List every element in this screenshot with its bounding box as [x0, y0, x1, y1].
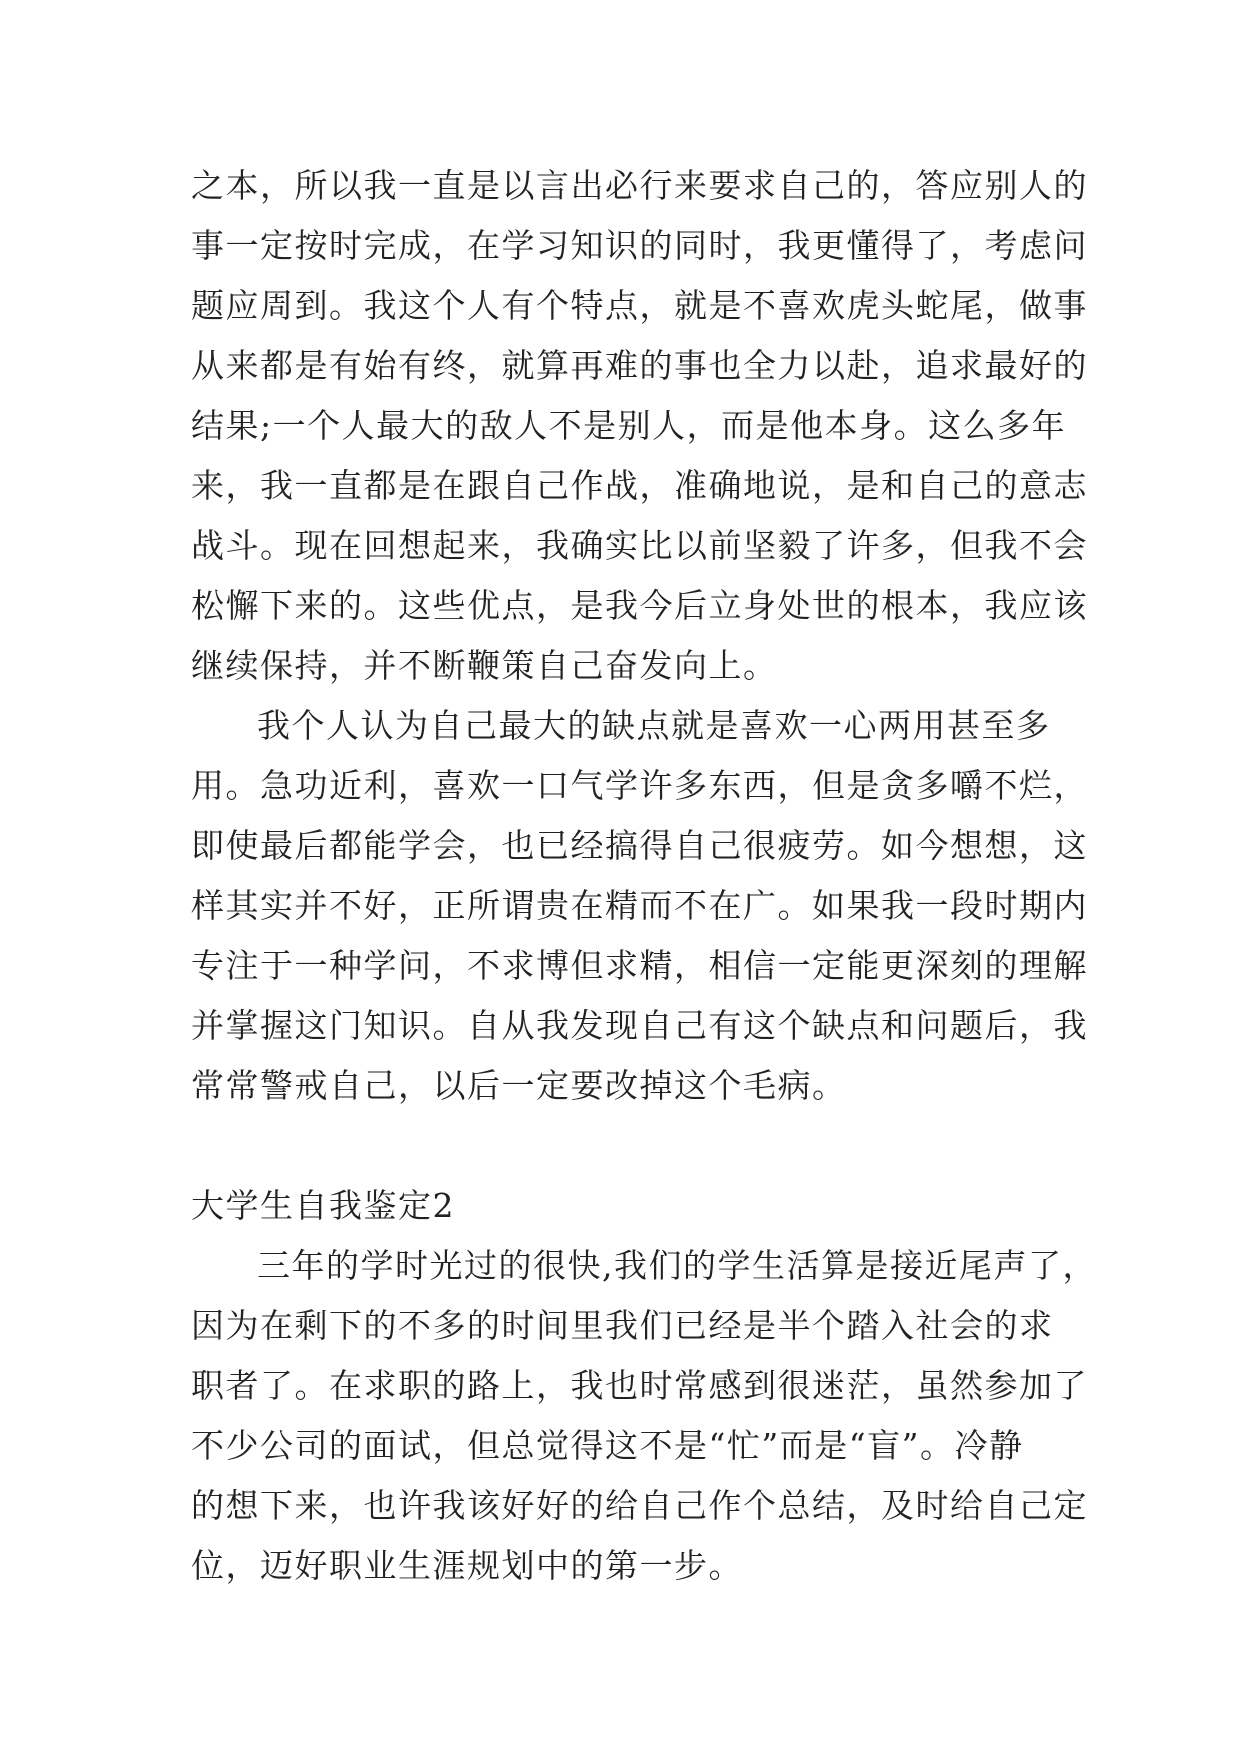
text-line: 结果;一个人最大的敌人不是别人，而是他本身。这么多年: [191, 406, 1067, 445]
text-line: 来，我一直都是在跟自己作战，准确地说，是和自己的意志: [191, 466, 1088, 505]
text-line: 之本，所以我一直是以言出必行来要求自己的，答应别人的: [191, 166, 1088, 205]
text-line: 即使最后都能学会，也已经搞得自己很疲劳。如今想想，这: [191, 826, 1088, 865]
paragraph-job-seeking: [191, 1236, 1097, 1596]
paragraph-strengths: [191, 156, 1088, 696]
text-line: 事一定按时完成，在学习知识的同时，我更懂得了，考虑问: [191, 226, 1088, 265]
text-line: 我个人认为自己最大的缺点就是喜欢一心两用甚至多: [257, 706, 1051, 745]
section-heading: 大学生自我鉴定2: [191, 1186, 455, 1225]
document-body: [191, 156, 1097, 1596]
text-line: 的想下来，也许我该好好的给自己作个总结，及时给自己定: [191, 1486, 1088, 1525]
text-line: 因为在剩下的不多的时间里我们已经是半个踏入社会的求: [191, 1306, 1054, 1345]
text-line: 常常警戒自己，以后一定要改掉这个毛病。: [191, 1066, 847, 1105]
text-line: 职者了。在求职的路上，我也时常感到很迷茫，虽然参加了: [191, 1366, 1088, 1405]
text-line: 并掌握这门知识。自从我发现自己有这个缺点和问题后，我: [191, 1006, 1088, 1045]
text-line: 用。急功近利，喜欢一口气学许多东西，但是贪多嚼不烂，: [191, 766, 1088, 805]
text-line: 不少公司的面试，但总觉得这不是“忙”而是“盲”。冷静: [191, 1426, 1024, 1465]
text-line: 三年的学时光过的很快,我们的学生活算是接近尾声了，: [257, 1246, 1097, 1285]
text-line: 专注于一种学问，不求博但求精，相信一定能更深刻的理解: [191, 946, 1088, 985]
text-line: 继续保持，并不断鞭策自己奋发向上。: [191, 646, 778, 685]
text-line: 松懈下来的。这些优点，是我今后立身处世的根本，我应该: [191, 586, 1088, 625]
text-line: 从来都是有始有终，就算再难的事也全力以赴，追求最好的: [191, 346, 1088, 385]
text-line: 样其实并不好，正所谓贵在精而不在广。如果我一段时期内: [191, 886, 1088, 925]
paragraph-weaknesses: [191, 696, 1088, 1116]
text-line: 题应周到。我这个人有个特点，就是不喜欢虎头蛇尾，做事: [191, 286, 1088, 325]
text-line: 战斗。现在回想起来，我确实比以前坚毅了许多，但我不会: [191, 526, 1088, 565]
text-line: 位，迈好职业生涯规划中的第一步。: [191, 1546, 743, 1585]
